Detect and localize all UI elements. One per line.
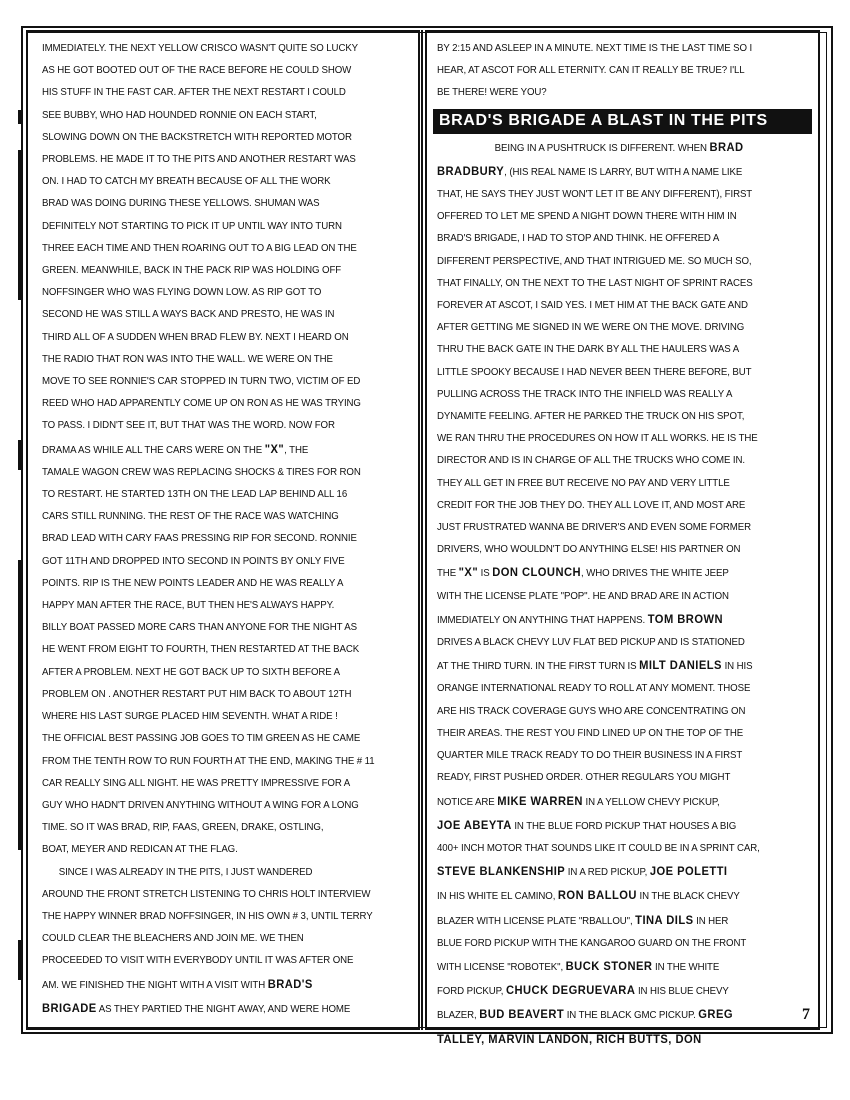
bold-name: BRIGADE [42,1000,97,1015]
bold-name: MIKE WARREN [497,793,583,808]
text-line [42,282,382,304]
text-run: BY 2:15 AND ASLEEP IN A MINUTE. NEXT TIME IS THE LAST TIME SO I [437,43,753,54]
text-run: AT THE THIRD TURN. IN THE FIRST TURN IS [437,661,640,673]
page-number: 7 [802,1006,810,1023]
text-line [437,561,784,585]
text-line [42,706,382,728]
bold-name: "X" [458,565,479,580]
text-line [437,228,784,250]
text-line [437,206,784,228]
text-line [437,473,784,495]
right-column-article-body [437,136,810,1052]
text-run: BEING IN A PUSHTRUCK IS DIFFERENT. WHEN [494,142,710,154]
text-line [437,184,784,206]
bold-name: GREG [698,1007,734,1022]
text-line [42,171,382,193]
text-run: AM. WE FINISHED THE NIGHT WITH A VISIT WITH [42,979,268,991]
text-run: PROBLEM ON . ANOTHER RESTART PUT HIM BACK TO ABOUT 12TH [42,688,352,700]
text-run: IN HIS [721,661,753,673]
text-line [42,817,382,839]
bold-name: BRAD [709,139,744,154]
text-line [437,654,784,678]
bold-name: TALLEY, MARVIN LANDON, RICH BUTTS, DON [437,1031,702,1046]
text-run: DIRECTOR AND IS IN CHARGE OF ALL THE TRUCKS WHO COME IN. [437,455,746,467]
text-run: AFTER A PROBLEM. NEXT HE GOT BACK UP TO SIXTH BEFORE A [42,666,341,678]
text-run: IS [478,568,493,580]
text-run: GREEN. MEANWHILE, BACK IN THE PACK RIP WAS HOLDING OFF [42,265,342,277]
text-run: TO PASS. I DIDN'T SEE IT, BUT THAT WAS THE WORD. NOW FOR [42,420,335,432]
margin-mark [18,560,21,850]
text-line [437,979,784,1003]
text-run: MOVE TO SEE RONNIE'S CAR STOPPED IN TURN TWO, VICTIM OF ED [42,376,361,388]
bold-name: BRADBURY [437,163,505,178]
text-run: LITTLE SPOOKY BECAUSE I HAD NEVER BEEN THERE BEFORE, BUT [437,366,752,378]
text-line [42,551,382,573]
text-line [42,906,382,928]
bold-name: BUCK STONER [565,958,653,973]
text-run: HIS STUFF IN THE FAST CAR. AFTER THE NEXT RESTART I COULD [42,87,346,99]
text-run: CREDIT FOR THE JOB THEY DO. THEY ALL LOVE IT, AND MOST ARE [437,499,746,511]
text-line [42,728,382,750]
text-line [42,573,382,595]
text-run: IN A RED PICKUP, [565,867,650,879]
text-line [437,838,784,860]
text-line [437,884,784,908]
text-run: SEE BUBBY, WHO HAD HOUNDED RONNIE ON EACH START, [42,109,317,121]
text-line [437,767,784,789]
text-line [437,790,784,814]
text-line [437,723,784,745]
text-run: 400+ INCH MOTOR THAT SOUNDS LIKE IT COULD BE IN A SPRINT CAR, [437,842,760,854]
text-line [42,105,382,127]
text-run: BLUE FORD PICKUP WITH THE KANGAROO GUARD ON THE FRONT [437,937,747,949]
text-line [437,60,784,82]
text-line [437,909,784,933]
text-run: , THE [284,444,309,456]
text-run: THE [437,568,459,580]
text-run: HE WENT FROM EIGHT TO FOURTH, THEN RESTARTED AT THE BACK [42,644,360,656]
text-run: AROUND THE FRONT STRETCH LISTENING TO CHRIS HOLT INTERVIEW [42,888,371,900]
text-run: TAMALE WAGON CREW WAS REPLACING SHOCKS & TIRES FOR RON [42,466,361,478]
text-line [42,639,382,661]
text-run: THIRD ALL OF A SUDDEN WHEN BRAD FLEW BY. NEXT I HEARD ON [42,331,349,343]
text-run: IN THE WHITE [652,961,720,973]
text-line [437,82,784,104]
text-run: JUST FRUSTRATED WANNA BE DRIVER'S AND EVEN SOME FORMER [437,522,751,534]
text-run: ARE HIS TRACK COVERAGE GUYS WHO ARE CONCENTRATING ON [437,705,746,717]
bold-name: TINA DILS [635,912,694,927]
text-line [42,795,382,817]
text-run: WITH LICENSE "ROBOTEK", [437,961,566,973]
text-line [42,238,382,260]
text-run: PULLING ACROSS THE TRACK INTO THE INFIELD WAS REALLY A [437,388,733,400]
text-run: THEIR AREAS. THE REST YOU FIND LINED UP ON THE TOP OF THE [437,727,744,739]
bold-name: JOE ABEYTA [437,817,512,832]
text-run: DRAMA AS WHILE ALL THE CARS WERE ON THE [42,444,265,456]
text-line [42,60,382,82]
text-run: TO RESTART. HE STARTED 13TH ON THE LEAD LAP BEHIND ALL 16 [42,489,348,501]
text-line [437,701,784,723]
bold-name: STEVE BLANKENSHIP [437,864,566,879]
text-line [42,38,382,60]
text-run: QUARTER MILE TRACK READY TO DO THEIR BUSINESS IN A FIRST [437,750,743,762]
text-run: NOTICE ARE [437,796,498,808]
text-line [437,933,784,955]
text-run: , WHO DRIVES THE WHITE JEEP [581,568,729,580]
text-run: ON. I HAD TO CATCH MY BREATH BECAUSE OF ALL THE WORK [42,176,331,188]
text-run: FORD PICKUP, [437,986,506,998]
text-line [42,997,382,1021]
text-run: DRIVERS, WHO WOULDN'T DO ANYTHING ELSE! HIS PARTNER ON [437,544,741,556]
text-run: THE OFFICIAL BEST PASSING JOB GOES TO TIM GREEN AS HE CAME [42,733,361,745]
text-run: BLAZER WITH LICENSE PLATE "RBALLOU", [437,915,636,927]
text-run: , (HIS REAL NAME IS LARRY, BUT WITH A NAME LIKE [504,166,743,178]
text-line [42,528,382,550]
text-run: BE THERE! WERE YOU? [437,87,547,99]
text-run: BRAD WAS DOING DURING THESE YELLOWS. SHUMAN WAS [42,198,320,210]
text-line [42,973,382,997]
margin-mark [18,440,21,470]
text-line [42,127,382,149]
margin-mark [18,150,21,300]
text-run: SINCE I WAS ALREADY IN THE PITS, I JUST WANDERED [58,866,313,878]
text-line [437,362,784,384]
bold-name: RON BALLOU [557,888,637,903]
text-line [42,438,382,462]
text-line [42,884,382,906]
left-column [26,30,420,1030]
text-run: IN HER [693,915,729,927]
text-run: CAR REALLY SING ALL NIGHT. HE WAS PRETTY IMPRESSIVE FOR A [42,777,351,789]
text-run: REED WHO HAD APPARENTLY COME UP ON RON AS HE WAS TRYING [42,398,361,410]
text-line [42,506,382,528]
text-run: GUY WHO HADN'T DRIVEN ANYTHING WITHOUT A WING FOR A LONG [42,799,359,811]
text-line [437,955,784,979]
text-run: THAT FINALLY, ON THE NEXT TO THE LAST NIGHT OF SPRINT RACES [437,277,753,289]
bold-name: CHUCK DEGRUEVARA [505,983,636,998]
bold-name: DON CLOUNCH [492,565,582,580]
text-line [437,406,784,428]
text-run: THE HAPPY WINNER BRAD NOFFSINGER, IN HIS OWN # 3, UNTIL TERRY [42,910,373,922]
text-line [437,495,784,517]
text-run: IN HIS BLUE CHEVY [635,986,729,998]
text-line [437,678,784,700]
text-run: DIFFERENT PERSPECTIVE, AND THAT INTRIGUED ME. SO MUCH SO, [437,255,752,267]
text-line [42,193,382,215]
text-line [42,371,382,393]
text-run: WHERE HIS LAST SURGE PLACED HIM SEVENTH. WHAT A RIDE ! [42,711,338,723]
text-line [437,251,784,273]
text-line [42,595,382,617]
text-run: ORANGE INTERNATIONAL READY TO ROLL AT ANY MOMENT. THOSE [437,683,751,695]
text-run: WE RAN THRU THE PROCEDURES ON HOW IT ALL WORKS. HE IS THE [437,433,758,445]
text-run: TIME. SO IT WAS BRAD, RIP, FAAS, GREEN, DRAKE, OSTLING, [42,822,324,834]
text-run: FROM THE TENTH ROW TO RUN FOURTH AT THE END, MAKING THE # 11 [42,755,375,767]
text-run: BLAZER, [437,1010,480,1022]
text-run: PROCEEDED TO VISIT WITH EVERYBODY UNTIL IT WAS AFTER ONE [42,955,354,967]
text-run: WITH THE LICENSE PLATE "POP". HE AND BRAD ARE IN ACTION [437,590,729,602]
text-line [437,38,784,60]
text-line [42,684,382,706]
text-run: THRU THE BACK GATE IN THE DARK BY ALL THE HAULERS WAS A [437,344,740,356]
bold-name: BRAD'S [267,976,313,991]
text-run: NOFFSINGER WHO WAS FLYING DOWN LOW. AS RIP GOT TO [42,287,322,299]
text-run: THEY ALL GET IN FREE BUT RECEIVE NO PAY AND VERY LITTLE [437,477,730,489]
text-run: READY, FIRST PUSHED ORDER. OTHER REGULARS YOU MIGHT [437,772,731,784]
text-line [437,160,784,184]
text-run: IMMEDIATELY ON ANYTHING THAT HAPPENS. [437,614,648,626]
text-run: AFTER GETTING ME SIGNED IN WE WERE ON THE MOVE. DRIVING [437,322,745,334]
text-run: PROBLEMS. HE MADE IT TO THE PITS AND ANOTHER RESTART WAS [42,154,356,166]
text-line [42,950,382,972]
text-line [42,862,382,884]
text-run: BILLY BOAT PASSED MORE CARS THAN ANYONE FOR THE NIGHT AS [42,622,358,634]
text-line [437,517,784,539]
text-line [437,450,784,472]
text-run: DEFINITELY NOT STARTING TO PICK IT UP UNTIL WAY INTO TURN [42,220,342,232]
text-line [437,586,784,608]
text-line [42,415,382,437]
text-run: IN A YELLOW CHEVY PICKUP, [582,796,720,808]
text-line [42,751,382,773]
text-run: OFFERED TO LET ME SPEND A NIGHT DOWN THERE WITH HIM IN [437,211,737,223]
text-line [437,339,784,361]
text-line [42,216,382,238]
text-line [437,273,784,295]
text-run: SLOWING DOWN ON THE BACKSTRETCH WITH REPORTED MOTOR [42,131,352,143]
text-run: DYNAMITE FEELING. AFTER HE PARKED THE TRUCK ON HIS SPOT, [437,411,745,423]
text-run: IN THE BLUE FORD PICKUP THAT HOUSES A BIG [511,820,737,832]
bold-name: BUD BEAVERT [479,1007,565,1022]
text-line [437,1003,784,1027]
right-column [425,30,820,1046]
text-line [437,539,784,561]
text-line [437,295,784,317]
text-line [437,632,784,654]
text-run: FOREVER AT ASCOT, I SAID YES. I MET HIM AT THE BACK GATE AND [437,300,748,312]
text-run: AS THEY PARTIED THE NIGHT AWAY, AND WERE HOME [96,1003,351,1015]
text-run: IN THE BLACK CHEVY [636,891,740,903]
text-run: COULD CLEAR THE BLEACHERS AND JOIN ME. WE THEN [42,933,304,945]
article-headline: BRAD'S BRIGADE A BLAST IN THE PITS [433,109,812,134]
text-run: BRAD LEAD WITH CARY FAAS PRESSING RIP FOR SECOND. RONNIE [42,533,357,545]
text-run: BRAD'S BRIGADE, I HAD TO STOP AND THINK. HE OFFERED A [437,233,720,245]
right-column-continuation [437,38,810,105]
text-run: GOT 11TH AND DROPPED INTO SECOND IN POINTS BY ONLY FIVE [42,555,345,567]
text-run: DRIVES A BLACK CHEVY LUV FLAT BED PICKUP AND IS STATIONED [437,637,745,649]
bold-name: TOM BROWN [647,611,723,626]
margin-mark [18,940,21,980]
text-line [42,82,382,104]
text-line [437,384,784,406]
column-divider [421,30,423,1030]
text-line [42,260,382,282]
text-line [42,773,382,795]
text-run: SECOND HE WAS STILL A WAYS BACK AND PRESTO, HE WAS IN [42,309,335,321]
text-run: BOAT, MEYER AND REDICAN AT THE FLAG. [42,844,238,856]
text-run: THAT, HE SAYS THEY JUST WON'T LET IT BE ANY DIFFERENT), FIRST [437,189,753,201]
text-run: HAPPY MAN AFTER THE RACE, BUT THEN HE'S ALWAYS HAPPY. [42,600,335,612]
text-line [437,814,784,838]
text-line [42,484,382,506]
text-run: THE RADIO THAT RON WAS INTO THE WALL. WE WERE ON THE [42,353,333,365]
text-line [437,608,784,632]
text-line [437,1028,784,1052]
text-line [437,745,784,767]
text-line [437,136,784,160]
text-line [42,617,382,639]
text-run: THREE EACH TIME AND THEN ROARING OUT TO A BIG LEAD ON THE [42,242,357,254]
bold-name: JOE POLETTI [649,864,728,879]
text-line [437,428,784,450]
text-run: IN HIS WHITE EL CAMINO, [437,891,558,903]
text-line [42,462,382,484]
text-line [42,662,382,684]
text-line [42,839,382,861]
text-line [437,860,784,884]
text-line [42,304,382,326]
bold-name: MILT DANIELS [639,658,722,673]
text-run: POINTS. RIP IS THE NEW POINTS LEADER AND HE WAS REALLY A [42,577,344,589]
text-run: HEAR, AT ASCOT FOR ALL ETERNITY. CAN IT REALLY BE TRUE? I'LL [437,65,745,77]
text-line [437,317,784,339]
text-run: IMMEDIATELY. THE NEXT YELLOW CRISCO WASN'T QUITE SO LUCKY [42,43,359,54]
text-run: AS HE GOT BOOTED OUT OF THE RACE BEFORE HE COULD SHOW [42,65,352,77]
margin-mark [18,110,21,124]
bold-name: "X" [264,441,285,456]
text-run: CARS STILL RUNNING. THE REST OF THE RACE WAS WATCHING [42,511,339,523]
text-line [42,393,382,415]
text-run: IN THE BLACK GMC PICKUP. [564,1010,699,1022]
text-line [42,149,382,171]
text-line [42,327,382,349]
text-line [42,349,382,371]
text-line [42,928,382,950]
